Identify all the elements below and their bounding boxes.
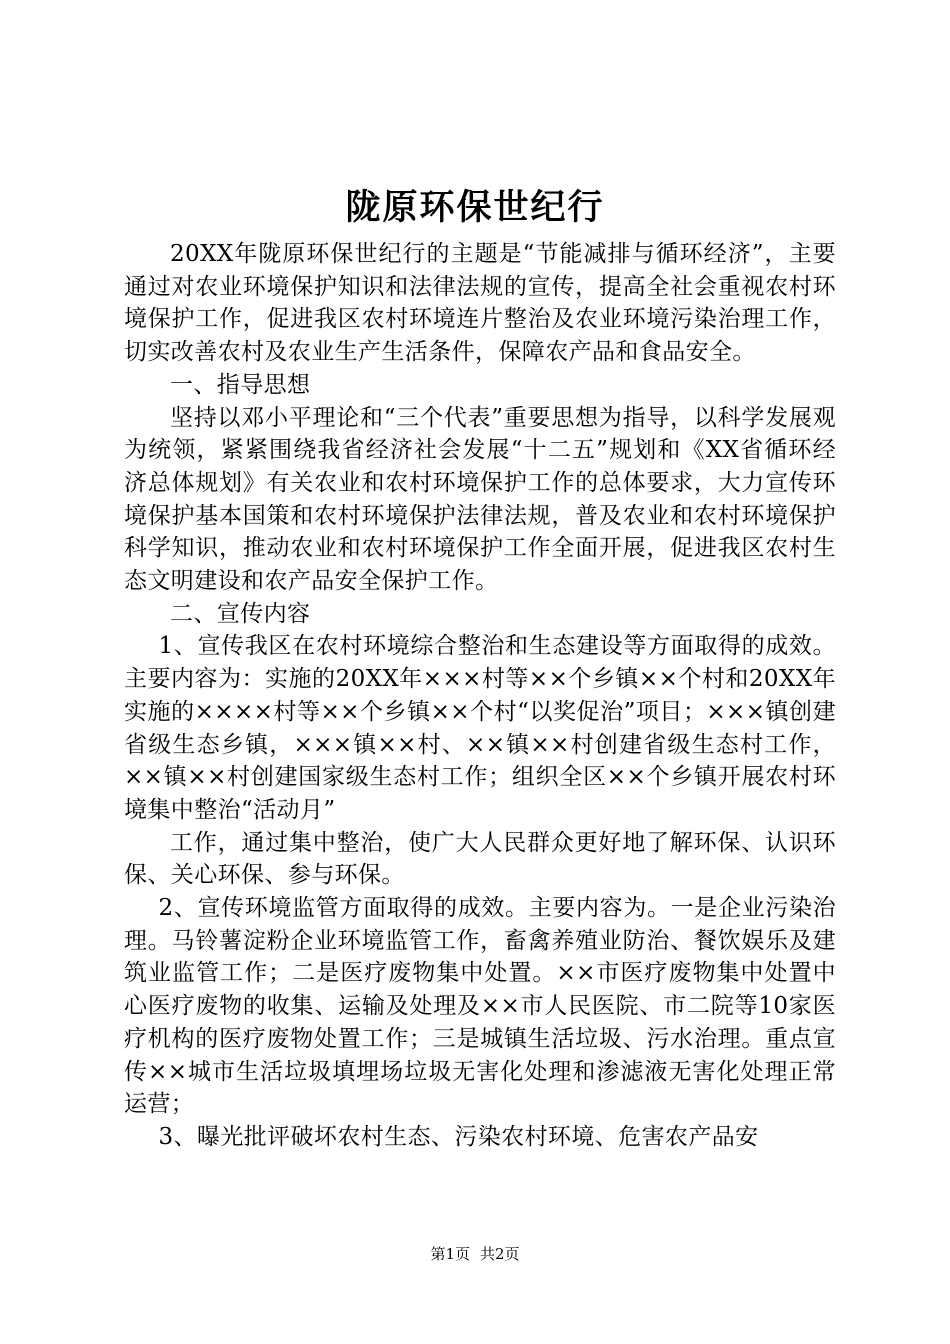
document-title: 陇原环保世纪行 [345, 187, 605, 228]
section-heading-guiding-ideology: 一、指导思想 [170, 371, 311, 398]
content-item-2-paragraph: 2、宣传环境监管方面取得的成效。主要内容为。一是企业污染治理。马铃薯淀粉企业环境监管工作，畜禽养殖业防治、餐饮娱乐及建筑业监管工作；二是医疗废物集中处置。××市医疗废物集中处置中心医疗废物的收集、运输及处理及××市人民医院、市二院等10家医疗机构的医疗废物处置工作；三是城镇生活垃圾、污水治理。重点宣传××城市生活垃圾填埋场垃圾无害化处理和渗滤液无害化处理正常运营； [124, 895, 836, 1118]
page-footer [0, 1243, 950, 1265]
document-body [124, 238, 836, 1154]
content-item-1-paragraph: 1、宣传我区在农村环境综合整治和生态建设等方面取得的成效。主要内容为：实施的20XX年×××村等××个乡镇××个村和20XX年实施的××××村等××个乡镇××个村“以奖促治”项目；×××镇创建省级生态乡镇，×××镇××村、××镇××村创建省级生态村工作，××镇××村创建国家级生态村工作；组织全区××个乡镇开展农村环境集中整治“活动月” [124, 633, 836, 823]
intro-paragraph: 20XX年陇原环保世纪行的主题是“节能减排与循环经济”，主要通过对农业环境保护知识和法律法规的宣传，提高全社会重视农村环境保护工作，促进我区农村环境连片整治及农业环境污染治理工作，切实改善农村及农业生产生活条件，保障农产品和食品安全。 [124, 241, 836, 366]
guiding-ideology-paragraph: 坚持以邓小平理论和“三个代表”重要思想为指导，以科学发展观为统领，紧紧围绕我省经济社会发展“十二五”规划和《XX省循环经济总体规划》有关农业和农村环境保护工作的总体要求，大力宣传环境保护基本国策和农村环境保护法律法规，普及农业和农村环境保护科学知识，推动农业和农村环境保护工作全面开展，促进我区农村生态文明建设和农产品安全保护工作。 [124, 404, 836, 595]
section-heading-publicity-content: 二、宣传内容 [170, 600, 311, 627]
content-item-3-paragraph: 3、曝光批评破坏农村生态、污染农村环境、危害农产品安 [158, 1123, 759, 1150]
content-item-1-continuation: 工作，通过集中整治，使广大人民群众更好地了解环保、认识环保、关心环保、参与环保。 [124, 829, 836, 889]
page-number: 第1页 [430, 1245, 470, 1263]
page-total: 共2页 [480, 1245, 520, 1263]
